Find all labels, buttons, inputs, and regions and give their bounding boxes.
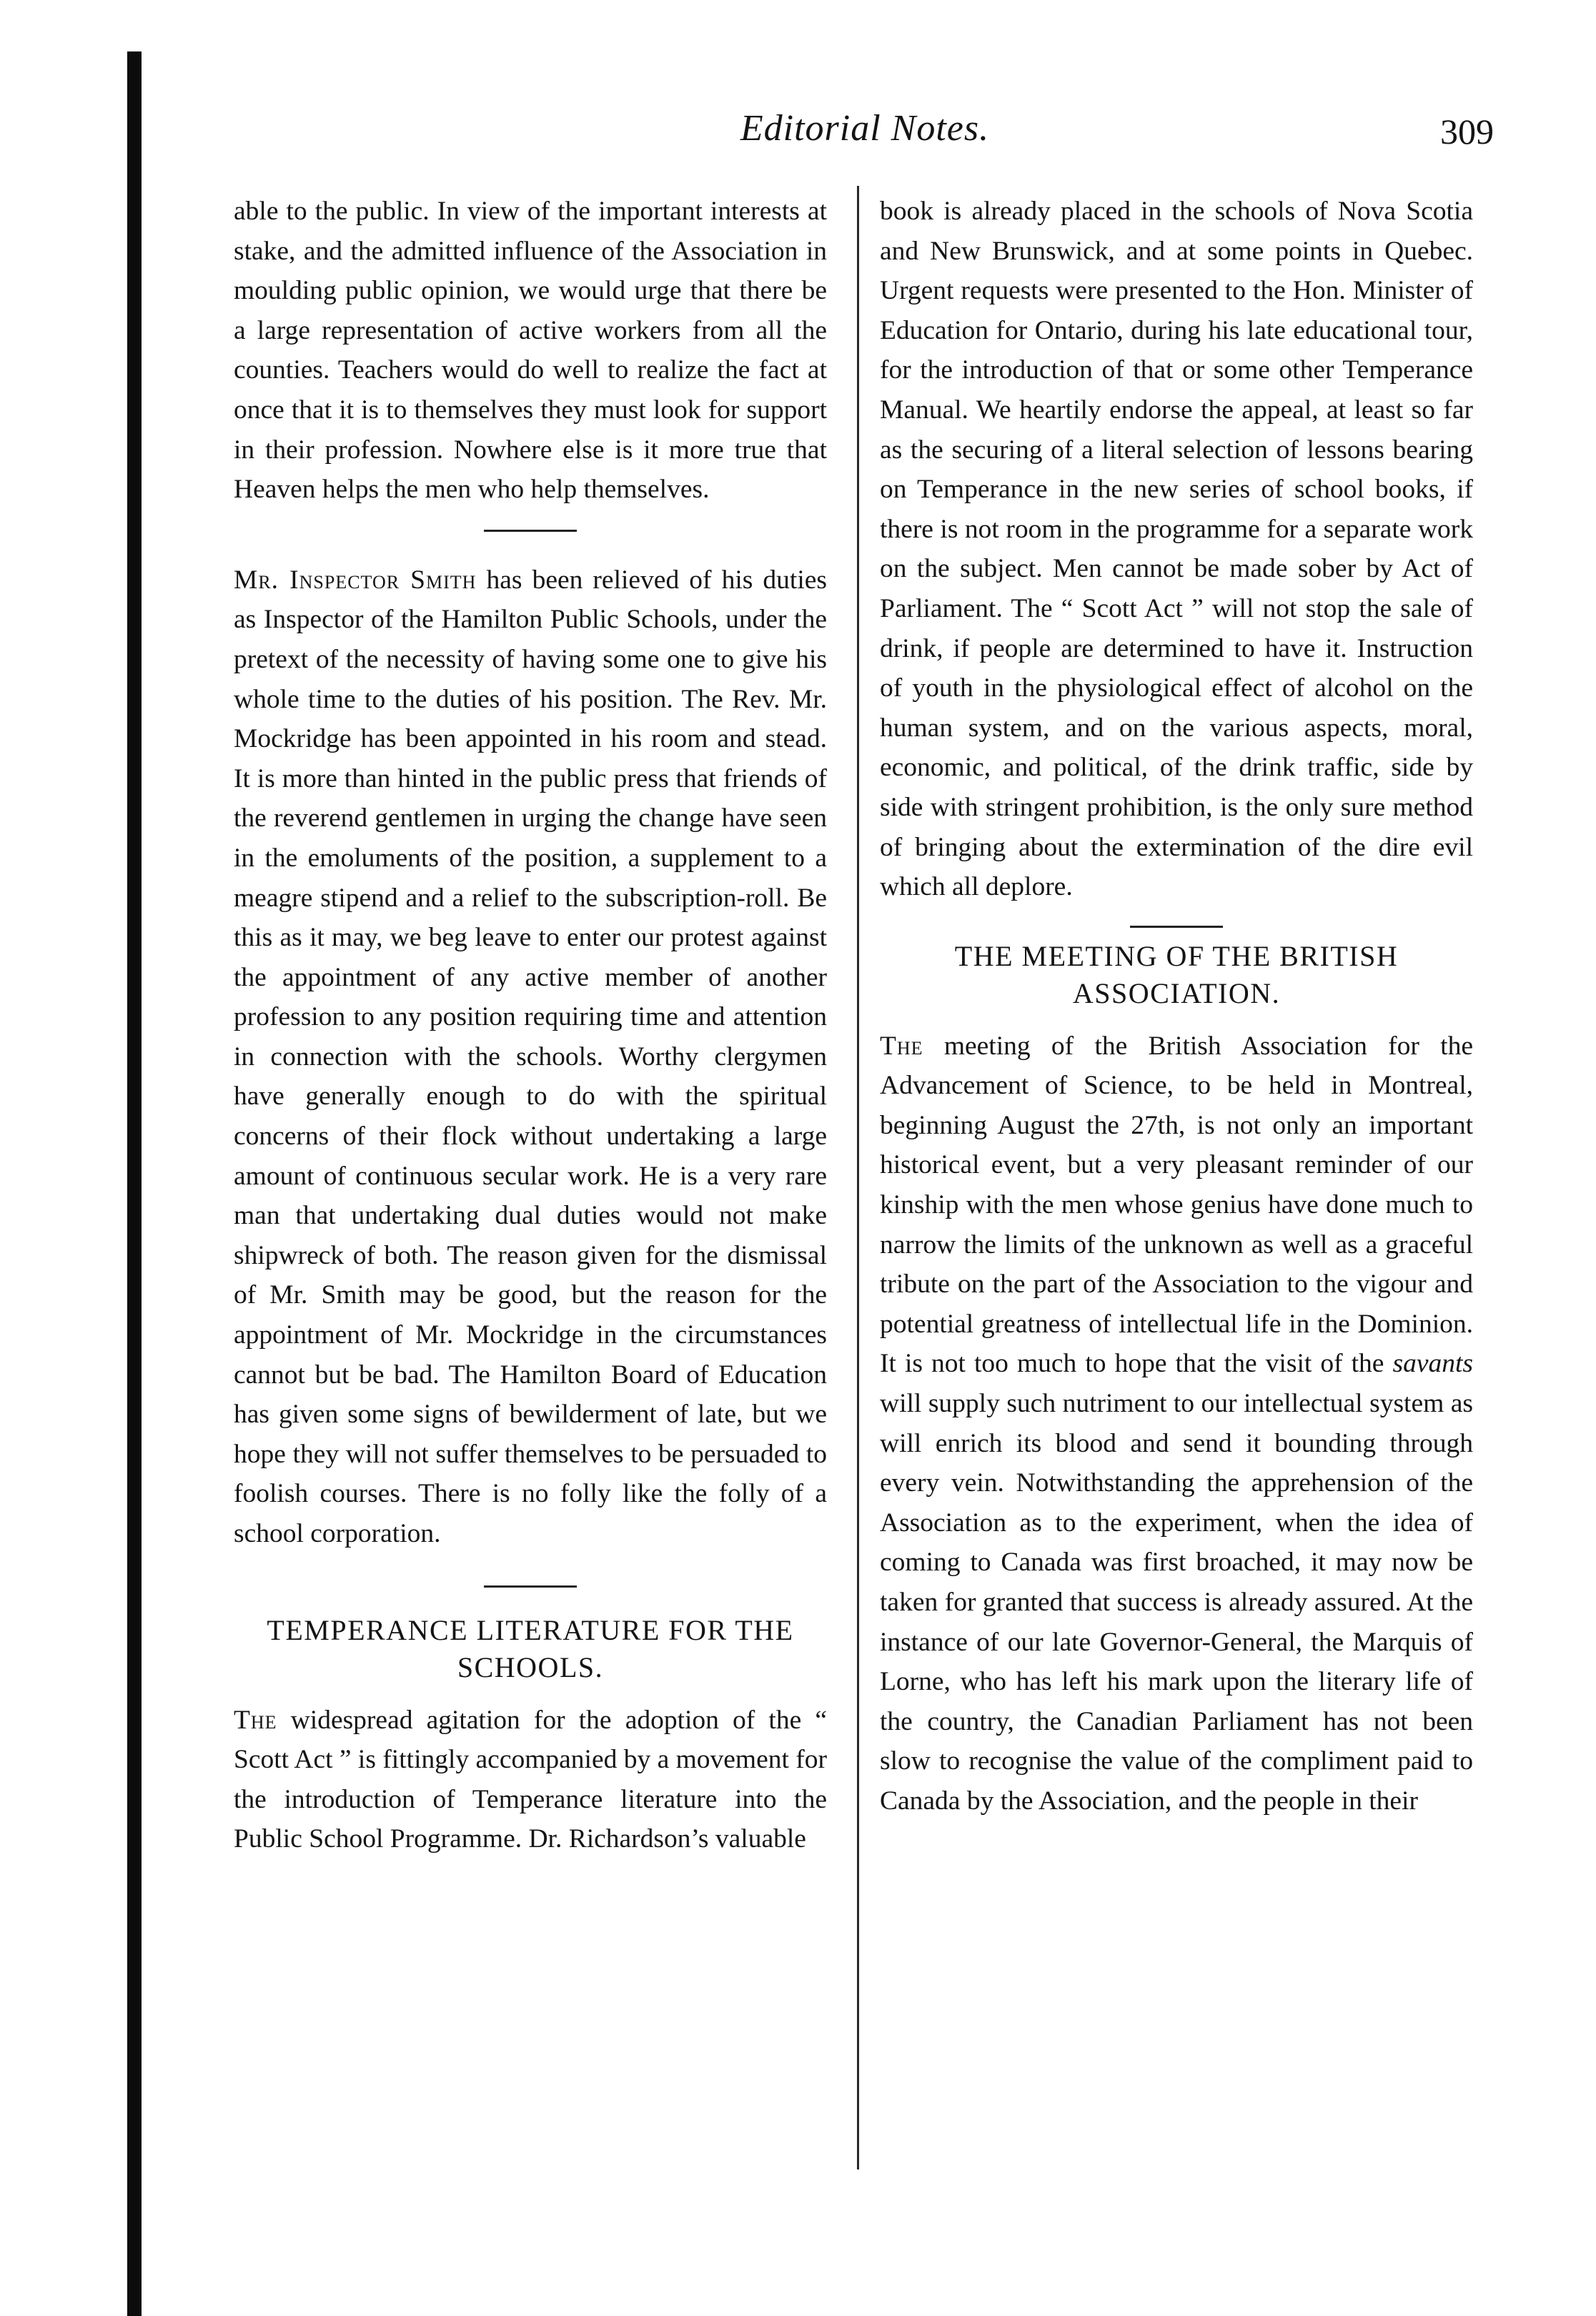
paragraph-body: has been relieved of his duties as Inspector of the Hamilton Public Schools, under the pretext of the necessity of having some one to give his whole time to the duties of his position. The Rev. Mr. Mockridge has been appointed in his room and stead. It is more than hinted in the public press that friends of the reverend gentlemen in urging the change have seen in the emoluments of the position, a supplement to a meagre stipend and a relief to the subscription-roll. Be this as it may, we beg leave to enter our protest against the appointment of any active member of another profession to any position requiring time and attention in connection with the schools. Worthy clergymen have generally enough to do with the spiritual concerns of their flock without undertaking a large amount of continuous secular work. He is a very rare man that undertaking dual duties would not make shipwreck of both. The reason given for the dismissal of Mr. Smith may be good, but the reason for the appointment of Mr. Mockridge in the circumstances cannot but be bad. The Hamilton Board of Education has given some signs of bewilderment of late, but we hope they will not suffer themselves to be persuaded to foolish courses. There is no folly like the folly of a school corporation. <box>234 565 827 1548</box>
page-binding-edge <box>127 51 142 2316</box>
column-divider <box>857 186 859 2169</box>
paragraph-british-association <box>880 1026 1473 1821</box>
paragraph-body: meeting of the British Association for the Advancement of Science, to be held in Montreal, beginning August the 27th, is not only an important historical event, but a very pleasant reminder of our kinship with the men whose genius have done much to narrow the limits of the unknown as well as a graceful tribute on the part of the Association to the vigour and potential greatness of intellectual life in the Dominion. It is not too much to hope that the visit of the <box>880 1031 1473 1379</box>
heading-british-association: THE MEETING OF THE BRITISH ASSOCIATION. <box>954 939 1399 1009</box>
right-column <box>880 192 1473 1821</box>
paragraph-lead-in: Mr. Inspector Smith <box>234 565 477 595</box>
paragraph-association-support: able to the public. In view of the important interests at stake, and the admitted influence of the Association in moulding public opinion, we would urge that there be a large representation of active workers from all the counties. Teachers would do well to realize the fact at once that it is to themselves they must look for support in their profession. Nowhere else is it more true that Heaven helps the men who help themselves. <box>234 197 827 505</box>
paragraph-body: widespread agitation for the adoption of the “ Scott Act ” is fittingly accompanied by a movement for the introduction of Temperance literature into the Public School Programme. Dr. Richardson’s valuable <box>234 1705 827 1854</box>
paragraph-body-continued: will supply such nutriment to our intellectual system as will enrich its blood and send it bounding through every vein. Notwithstanding the apprehension of the Association as to the experiment, when the idea of coming to Canada was first broached, it may now be taken for granted that success is already assured. At the instance of our late Governor-General, the Marquis of Lorne, who has left his mark upon the literary life of the country, the Canadian Parliament has not been slow to recognise the value of the compliment paid to Canada by the Association, and the people in their <box>880 1389 1473 1816</box>
paragraph-temperance <box>234 1701 827 1859</box>
section-separator <box>1130 926 1223 928</box>
heading-temperance-literature: TEMPERANCE LITERATURE FOR THE SCHOOLS. <box>267 1613 794 1683</box>
italic-term-savants: savants <box>1392 1349 1473 1379</box>
page-number: 309 <box>1440 112 1494 152</box>
paragraph-temperance-continued: book is already placed in the schools of Nova Scotia and New Brunswick, and at some points in Quebec. Urgent requests were presented to the Hon. Minister of Education for Ontario, during his late educational tour, for the introduction of that or some other Temperance Manual. We heartily endorse the appeal, at least so far as the securing of a literal selection of lessons bearing on Temperance in the new series of school books, if there is not room in the programme for a separate work on the subject. Men cannot be made sober by Act of Parliament. The “ Scott Act ” will not stop the sale of drink, if people are determined to have it. Instruction of youth in the physiological effect of alcohol on the human system, and on the various aspects, moral, economic, and political, of the drink traffic, side by side with stringent prohibition, is the only sure method of bringing about the extermination of the dire evil which all deplore. <box>880 197 1473 902</box>
left-column <box>234 192 827 1859</box>
paragraph-inspector-smith <box>234 560 827 1554</box>
paragraph-lead-in: The <box>880 1031 923 1061</box>
paragraph-lead-in: The <box>234 1705 277 1735</box>
section-separator <box>484 530 577 532</box>
running-header-title: Editorial Notes. <box>740 108 990 149</box>
section-separator <box>484 1585 577 1588</box>
